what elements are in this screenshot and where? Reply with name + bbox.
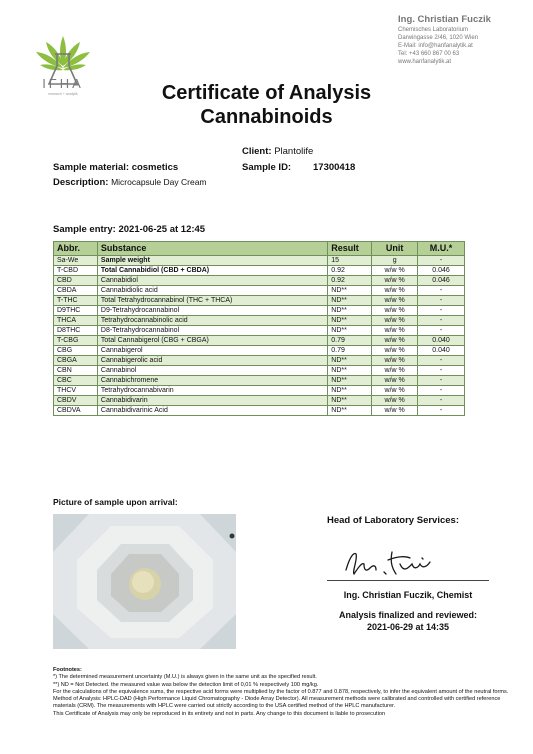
footnote-line: Method of Analysis: HPLC-DAD (High Performance Liquid Chromatography - Diode Array Detector). All measurement methods were calibrated and controlled with certified reference materials (CRM). The measurements with HPLC were carried out strictly according to the USA certified method of the HPLC manufacturer. <box>53 696 501 710</box>
head-of-lab-label: Head of Laboratory Services: <box>327 515 459 526</box>
lab-name: Ing. Christian Fuczik <box>398 14 491 25</box>
cell-substance: Total Cannabidiol (CBD + CBDA) <box>97 266 327 276</box>
table-header-row <box>54 242 465 256</box>
description-row <box>53 177 207 188</box>
signature-icon <box>340 544 440 580</box>
header-unit: Unit <box>372 242 418 256</box>
sample-material-row <box>53 162 178 173</box>
cell-unit: w/w % <box>372 396 418 406</box>
description-label: Description: <box>53 177 109 188</box>
table-row <box>54 396 465 406</box>
cell-unit: w/w % <box>372 296 418 306</box>
cell-unit: w/w % <box>372 266 418 276</box>
description-value: Microcapsule Day Cream <box>111 177 207 187</box>
header-result: Result <box>328 242 372 256</box>
cell-substance: Cannabidivarinic Acid <box>97 406 327 416</box>
table-row <box>54 326 465 336</box>
cell-unit: w/w % <box>372 386 418 396</box>
table-row <box>54 336 465 346</box>
client-value: Plantolife <box>274 146 314 157</box>
sample-entry-value: 2021-06-25 at 12:45 <box>118 224 206 235</box>
sample-entry-row <box>53 224 205 235</box>
cell-substance: Tetrahydrocannabinolic acid <box>97 316 327 326</box>
cell-abbr: D9THC <box>54 306 98 316</box>
table-row <box>54 256 465 266</box>
client-label: Client: <box>242 146 272 157</box>
cell-result: 0.79 <box>328 336 372 346</box>
cell-unit: w/w % <box>372 306 418 316</box>
lab-line: Chemisches Laboratorium <box>398 27 469 33</box>
cell-abbr: CBDA <box>54 286 98 296</box>
cell-result: ND** <box>328 396 372 406</box>
cell-mu: - <box>418 396 465 406</box>
table-row <box>54 286 465 296</box>
table-row <box>54 366 465 376</box>
cell-unit: w/w % <box>372 376 418 386</box>
cell-unit: w/w % <box>372 336 418 346</box>
cell-abbr: THCV <box>54 386 98 396</box>
cell-mu: - <box>418 316 465 326</box>
cell-abbr: CBGA <box>54 356 98 366</box>
header-substance: Substance <box>97 242 327 256</box>
cell-result: ND** <box>328 306 372 316</box>
cell-abbr: T-CBD <box>54 266 98 276</box>
results-table <box>53 241 465 416</box>
cell-substance: Cannabigerolic acid <box>97 356 327 366</box>
cell-result: 0.79 <box>328 346 372 356</box>
table-row <box>54 346 465 356</box>
table-row <box>54 356 465 366</box>
header-mu: M.U.* <box>418 242 465 256</box>
cell-abbr: CBDV <box>54 396 98 406</box>
page-subtitle: Cannabinoids <box>200 106 333 128</box>
cell-mu: - <box>418 256 465 266</box>
cell-abbr: CBN <box>54 366 98 376</box>
cell-substance: Cannabichromene <box>97 376 327 386</box>
table-row <box>54 406 465 416</box>
chemist-name: Ing. Christian Fuczik, Chemist <box>343 590 473 600</box>
cell-substance: D9-Tetrahydrocannabinol <box>97 306 327 316</box>
header-abbr: Abbr. <box>54 242 98 256</box>
cell-mu: - <box>418 296 465 306</box>
cell-unit: w/w % <box>372 406 418 416</box>
sample-id-label: Sample ID: <box>242 162 292 173</box>
lab-contact-block <box>398 14 528 66</box>
sample-entry-label: Sample entry: <box>53 224 116 235</box>
footnote-line: This Certificate of Analysis may only be reproduced in its entirety and not in parts. Any change to this document is liable to prosecution <box>53 710 386 717</box>
table-row <box>54 296 465 306</box>
cell-mu: - <box>418 326 465 336</box>
cell-result: 15 <box>328 256 372 266</box>
cell-substance: Total Cannabigerol (CBG + CBGA) <box>97 336 327 346</box>
cell-result: 0.92 <box>328 276 372 286</box>
cell-result: ND** <box>328 406 372 416</box>
cell-result: ND** <box>328 366 372 376</box>
table-row <box>54 306 465 316</box>
cell-mu: 0.040 <box>418 346 465 356</box>
cell-substance: Tetrahydrocannabivarin <box>97 386 327 396</box>
signature-line <box>327 580 489 581</box>
client-row <box>242 146 313 157</box>
cell-result: ND** <box>328 316 372 326</box>
sample-material-label: Sample material: <box>53 162 130 173</box>
cell-unit: g <box>372 256 418 266</box>
lab-email[interactable]: E-Mail: info@hanfanalytik.at <box>398 43 473 49</box>
cell-mu: - <box>418 386 465 396</box>
cell-result: ND** <box>328 356 372 366</box>
lab-website[interactable]: www.hanfanalytik.at <box>398 59 452 65</box>
lab-phone: Tel: +43 660 867 00 63 <box>398 51 460 57</box>
cell-result: ND** <box>328 386 372 396</box>
cell-result: ND** <box>328 296 372 306</box>
footnote-line: For the calculations of the equivalence sums, the respective acid forms were multiplied by the factor of 0.877 and 0.878, respectively, to infer the equivalent amount of the neutral forms. <box>53 688 509 695</box>
cell-mu: 0.046 <box>418 276 465 286</box>
cell-unit: w/w % <box>372 346 418 356</box>
cell-mu: - <box>418 406 465 416</box>
cell-result: ND** <box>328 326 372 336</box>
cell-unit: w/w % <box>372 356 418 366</box>
finalized-label: Analysis finalized and reviewed: <box>338 610 478 620</box>
cell-abbr: CBG <box>54 346 98 356</box>
cell-substance: Sample weight <box>97 256 327 266</box>
logo-subtext: research + analytik <box>48 92 78 96</box>
cell-substance: Total Tetrahydrocannabinol (THC + THCA) <box>97 296 327 306</box>
table-row <box>54 316 465 326</box>
cell-mu: - <box>418 376 465 386</box>
cell-mu: 0.046 <box>418 266 465 276</box>
sample-photo <box>53 514 236 649</box>
cell-result: ND** <box>328 376 372 386</box>
cell-unit: w/w % <box>372 366 418 376</box>
cell-abbr: CBC <box>54 376 98 386</box>
cell-result: 0.92 <box>328 266 372 276</box>
cell-result: ND** <box>328 286 372 296</box>
footnote-line: **) ND = Not Detected. the measured value was below the detection limit of 0,01 % respectively 100 mg/kg. <box>53 681 319 688</box>
finalized-date: 2021-06-29 at 14:35 <box>366 622 450 632</box>
cell-abbr: CBDVA <box>54 406 98 416</box>
footnotes-title: Footnotes: <box>53 667 82 673</box>
cell-unit: w/w % <box>372 286 418 296</box>
cell-abbr: D8THC <box>54 326 98 336</box>
lab-address: Darwingasse 2/46, 1020 Wien <box>398 35 479 41</box>
cell-abbr: T-THC <box>54 296 98 306</box>
cell-abbr: THCA <box>54 316 98 326</box>
table-row <box>54 376 465 386</box>
table-row <box>54 276 465 286</box>
table-row <box>54 266 465 276</box>
cell-substance: Cannabigerol <box>97 346 327 356</box>
page-title: Certificate of Analysis <box>161 82 372 104</box>
cell-unit: w/w % <box>372 316 418 326</box>
sample-id-value: 17300418 <box>313 162 356 173</box>
cell-abbr: CBD <box>54 276 98 286</box>
cell-mu: 0.040 <box>418 336 465 346</box>
cell-substance: Cannabidivarin <box>97 396 327 406</box>
cell-unit: w/w % <box>372 276 418 286</box>
cell-abbr: T-CBG <box>54 336 98 346</box>
cell-unit: w/w % <box>372 326 418 336</box>
cell-mu: - <box>418 306 465 316</box>
footnotes <box>53 667 515 718</box>
logo-text: IFHA <box>42 76 84 91</box>
footnote-line: *) The determined measurement uncertainty (M.U.) is always given in the same unit as the specified result. <box>53 674 317 681</box>
picture-label: Picture of sample upon arrival: <box>53 497 178 507</box>
cell-abbr: Sa-We <box>54 256 98 266</box>
cell-mu: - <box>418 356 465 366</box>
sample-material-value: cosmetics <box>131 162 179 173</box>
cell-mu: - <box>418 286 465 296</box>
table-row <box>54 386 465 396</box>
cell-substance: Cannabidiolic acid <box>97 286 327 296</box>
cell-substance: Cannabinol <box>97 366 327 376</box>
cell-substance: Cannabidiol <box>97 276 327 286</box>
cell-mu: - <box>418 366 465 376</box>
cell-substance: D8-Tetrahydrocannabinol <box>97 326 327 336</box>
